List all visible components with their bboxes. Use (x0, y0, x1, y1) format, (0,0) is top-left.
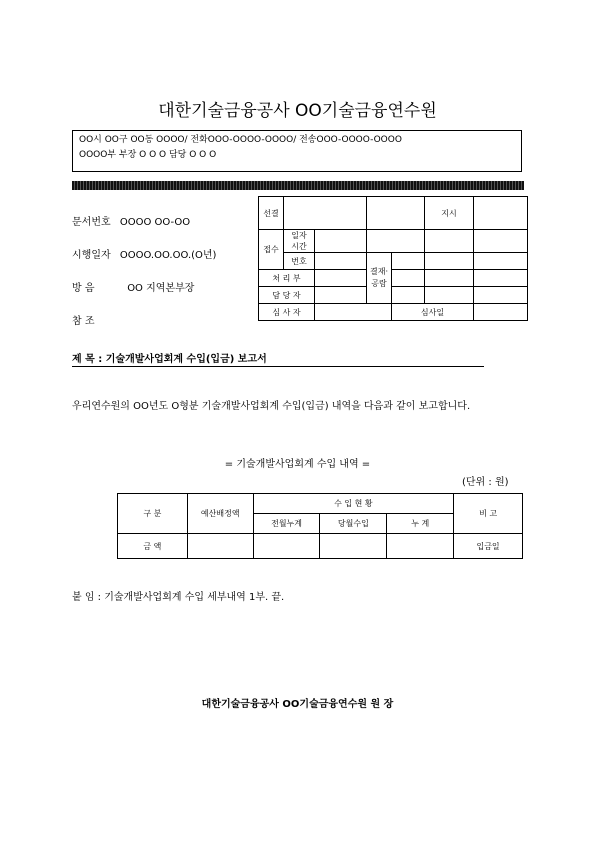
reference (72, 312, 95, 327)
reference-label: 참 조 (72, 316, 95, 327)
document-title: 대한기술금융공사 OO기술금융연수원 (158, 101, 437, 121)
beonho-label: 번호 (284, 253, 315, 270)
header-prev-total: 전월누계 (253, 514, 320, 534)
gyeoljae-cell (474, 253, 528, 270)
unit-label: (단위 : 원) (462, 477, 509, 488)
subject-underline (72, 366, 484, 367)
jisi-label: 지시 (425, 197, 474, 230)
doc-number-label: 문서번호 (72, 217, 111, 228)
gyeoljae-cell (425, 230, 474, 253)
doc-number-value: OOOO OO-OO (119, 217, 191, 228)
issue-date (72, 246, 216, 261)
beonho-cell (315, 253, 367, 270)
header-month-income: 당월수입 (320, 514, 387, 534)
simsail-label: 심사일 (392, 304, 474, 321)
issue-date-label: 시행일자 (72, 250, 111, 261)
gyeoljae-cell (474, 230, 528, 253)
income-table (117, 493, 523, 559)
gyeoljae-cell (425, 270, 474, 287)
attachment-label: 붙 임 : (72, 592, 102, 603)
header-budget: 예산배정액 (187, 494, 253, 534)
body-paragraph: 우리연수원의 OO년도 O형분 기술개발사업회계 수입(입금) 내역을 다음과 같이 보고합니다. (72, 401, 471, 412)
gyeoljae-cell (474, 287, 528, 304)
amount-prev-cell (253, 534, 320, 559)
subject-text: 기술개발사업회계 수입(입금) 보고서 (105, 354, 267, 365)
gyeoljae-label: 결재·공람 (367, 253, 392, 304)
gyeoljae-cell (392, 253, 425, 270)
gyeoljae-cell (425, 287, 474, 304)
sender-address: OO시 OO구 OO동 OOOO/ 전화OOO-OOOO-OOOO/ 전송OOO-OOOO-OOOO (79, 135, 402, 145)
subject-label: 제 목 : (72, 354, 103, 365)
gyeoljae-cell (425, 253, 474, 270)
recipient (72, 279, 194, 294)
seon-cell (284, 197, 367, 230)
attachment-text: 기술개발사업회계 수입 세부내역 1부. 끝. (104, 592, 285, 603)
header-note: 비 고 (454, 494, 523, 534)
jeopsu-label: 접수 (259, 230, 284, 270)
section-title: = 기술개발사업회계 수입 내역 = (224, 459, 371, 470)
simsaja-cell (315, 304, 392, 321)
recipient-value: OO 지역본부장 (127, 283, 195, 294)
recipient-label: 방 음 (72, 283, 95, 294)
seon-label: 선결 (259, 197, 284, 230)
ilja-label: 일자 시간 (284, 230, 315, 253)
attachment (72, 588, 284, 603)
gyeoljae-cell (474, 270, 528, 287)
row-amount-label: 금 액 (118, 534, 188, 559)
sender-contact: OOOO부 부장 O O O 담당 O O O (79, 150, 217, 160)
damdangja-label: 담 당 자 (259, 287, 315, 304)
sender-info-box (72, 130, 522, 172)
issue-date-value: OOOO.OO.OO.(O년) (119, 250, 217, 261)
amount-total-cell (387, 534, 454, 559)
simsaja-label: 심 사 자 (259, 304, 315, 321)
divider-bar (72, 181, 524, 190)
cheoribu-cell (315, 270, 367, 287)
row-note-cell: 입금일 (454, 534, 523, 559)
damdangja-cell (315, 287, 367, 304)
jisi-cell (474, 197, 528, 230)
amount-budget-cell (187, 534, 253, 559)
gyeoljae-cell (392, 287, 425, 304)
ilja-cell (315, 230, 367, 253)
cheoribu-label: 처 리 부 (259, 270, 315, 287)
simsail-cell (474, 304, 528, 321)
amount-month-cell (320, 534, 387, 559)
header-gubun: 구 분 (118, 494, 188, 534)
doc-number (72, 213, 190, 228)
header-status: 수 입 현 황 (253, 494, 453, 514)
approval-table (258, 196, 528, 321)
header-cumulative: 누 계 (387, 514, 454, 534)
subject (72, 350, 267, 365)
gyeoljae-cell (392, 270, 425, 287)
signature: 대한기술금융공사 OO기술금융연수원 원 장 (201, 699, 394, 710)
